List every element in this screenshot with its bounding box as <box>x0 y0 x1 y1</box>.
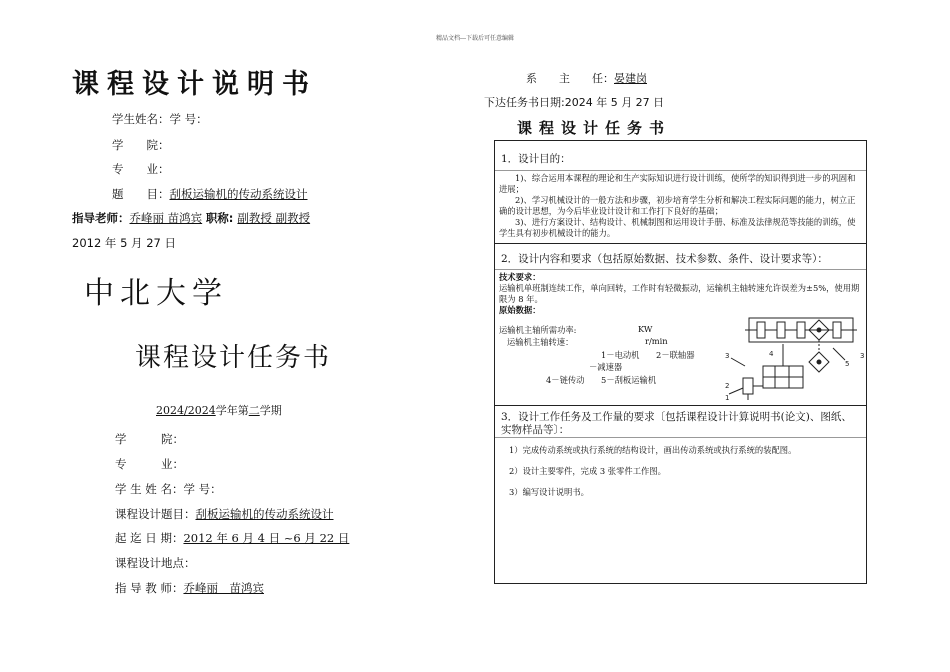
purpose-line: 1)、综合运用本课程的理论和生产实际知识进行设计训练，使所学的知识得到进一步的巩固和进展； <box>499 173 856 194</box>
task-location-field <box>115 555 196 571</box>
workload-item: 3）编写设计说明书。 <box>509 487 589 497</box>
term-mid: 学年第 <box>215 404 249 417</box>
task-student-field <box>115 481 222 497</box>
field-label: 学 生 姓 名：学 号： <box>115 482 222 496</box>
advisor-value: 乔峰丽 苗鸿宾 <box>129 211 203 225</box>
workload-item: 1）完成传动系统或执行系统的结构设计，画出传动系统或执行系统的装配图。 <box>509 445 797 455</box>
term-end: 学期 <box>259 404 282 417</box>
document-date: 2012 年 5 月 27 日 <box>72 236 176 250</box>
major-field <box>112 161 170 177</box>
student-name-field <box>112 111 208 127</box>
field-value: 刮板运输机的传动系统设计 <box>169 187 308 201</box>
fig-label: 3 <box>725 352 730 360</box>
section-content-requirements <box>495 244 866 406</box>
legend-line-2: －减速器 <box>589 362 623 372</box>
term-years: 2024/2024 <box>156 404 216 417</box>
task-table <box>494 140 867 584</box>
task-major-field <box>115 456 184 472</box>
section-purpose <box>495 141 866 244</box>
tech-requirements-label: 技术要求： <box>499 272 541 282</box>
university-name: 中北大学 <box>84 276 228 311</box>
dept-head-label: 系 主 任： <box>526 72 614 85</box>
dept-head-line <box>526 70 647 86</box>
field-label: 课程设计地点： <box>115 556 196 570</box>
field-label: 指 导 教 师： <box>115 581 184 595</box>
tech-requirements-text: 运输机单班制连续工作，单向回转，工作时有轻微振动，运输机主轴转速允许误差为±5%，使用期限为 8 年。 <box>499 283 860 304</box>
advisor-label: 指导老师： <box>72 211 130 225</box>
section-content <box>495 170 866 239</box>
legend-line-3: 4－链传动 5－刮板运输机 <box>546 375 657 385</box>
issue-date: 下达任务书日期:2024 年 5 月 27 日 <box>484 96 665 109</box>
transmission-diagram <box>723 308 867 404</box>
task-topic-field <box>115 506 334 522</box>
speed-unit: r/min <box>645 336 668 346</box>
field-label: 课程设计题目： <box>115 507 196 521</box>
task-book-title-right: 课程设计任务书 <box>517 119 672 137</box>
field-value: 2012 年 6 月 4 日 ~6 月 22 日 <box>183 531 350 545</box>
power-unit: KW <box>638 324 653 334</box>
dept-head-value: 晏建岗 <box>614 72 647 85</box>
header-note: 精品文档---下载后可任意编辑 <box>435 35 515 42</box>
field-value: 乔峰丽 苗鸿宾 <box>183 581 264 595</box>
field-label: 学 院： <box>115 432 184 446</box>
section-heading: 3．设计工作任务及工作量的要求〔包括课程设计计算说明书(论文)、图纸、实物样品等〕： <box>501 411 852 436</box>
topic-field <box>112 186 308 202</box>
advisor-line <box>72 210 310 226</box>
legend-line-1: 1－电动机 2－联轴器 <box>601 350 695 360</box>
field-label: 专 业： <box>112 162 170 176</box>
rank-value: 副教授 副教授 <box>237 211 311 225</box>
section-workload <box>495 406 866 583</box>
speed-label: 运输机主轴转速： <box>507 337 574 347</box>
field-label: 起 迄 日 期： <box>115 531 184 545</box>
task-college-field <box>115 431 184 447</box>
term-num: 二 <box>248 404 260 417</box>
field-label: 学 院： <box>112 138 170 152</box>
workload-item: 2）设计主要零件，完成 3 张零件工作图。 <box>509 466 666 476</box>
section-heading: 1．设计目的： <box>501 153 571 165</box>
raw-data-label: 原始数据： <box>499 305 541 315</box>
college-field <box>112 137 170 153</box>
fig-label: 1 <box>725 394 730 402</box>
field-value: 刮板运输机的传动系统设计 <box>195 507 334 521</box>
power-label: 运输机主轴所需功率: <box>499 325 577 335</box>
field-label: 题 目： <box>112 187 170 201</box>
purpose-line: 3)、进行方案设计、结构设计、机械制图和运用设计手册、标准及法律规范等技能的训练，使学生具有初步机械设计的能力。 <box>499 217 856 238</box>
rank-label: 职称: <box>205 211 238 225</box>
fig-label: 3 <box>860 352 865 360</box>
section-heading: 2．设计内容和要求（包括原始数据、技术参数、条件、设计要求等）： <box>501 253 828 265</box>
fig-label: 5 <box>845 360 850 368</box>
field-label: 学生姓名：学 号： <box>112 112 208 126</box>
task-book-title: 课程设计任务书 <box>135 343 332 373</box>
term-line <box>156 402 282 418</box>
task-advisor-field <box>115 580 264 596</box>
fig-label: 4 <box>769 350 774 358</box>
field-label: 专 业： <box>115 457 184 471</box>
section-content <box>495 437 866 498</box>
purpose-line: 2)、学习机械设计的一般方法和步骤，初步培育学生分析和解决工程实际问题的能力，树立正确的设计思想，为今后毕业设计设计和工作打下良好的基础； <box>499 195 856 216</box>
document-title: 课程设计说明书 <box>72 69 317 100</box>
fig-label: 2 <box>725 382 730 390</box>
task-dates-field <box>115 530 349 546</box>
